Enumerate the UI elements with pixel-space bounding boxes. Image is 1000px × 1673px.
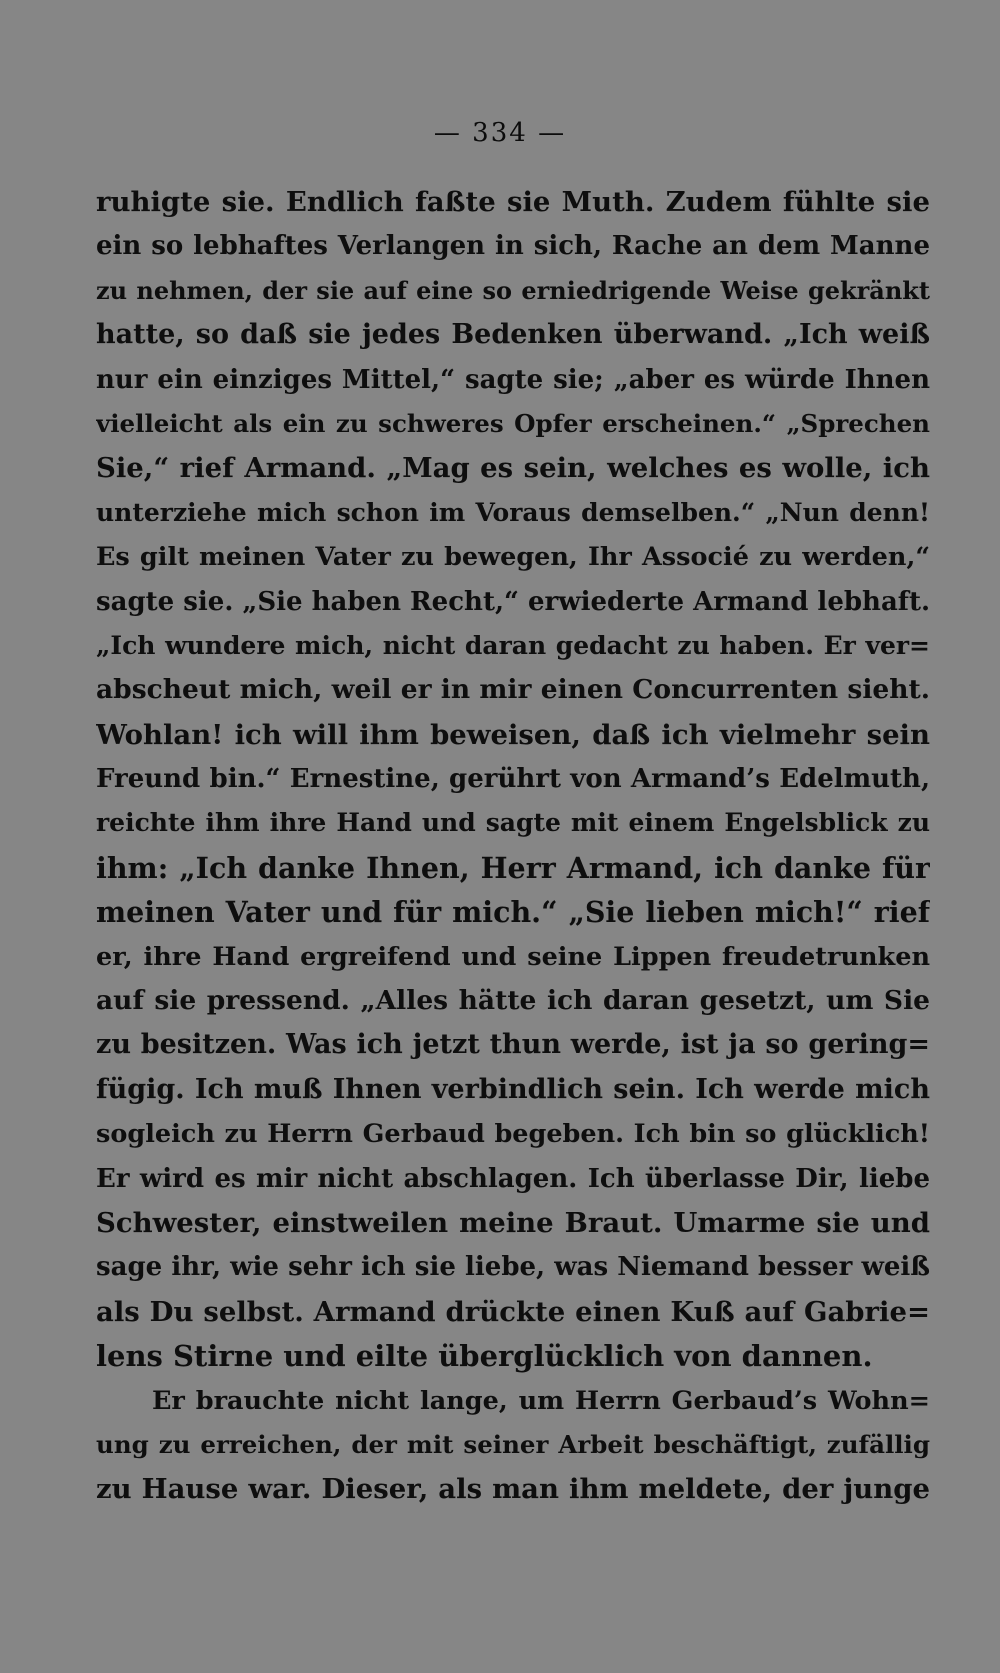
text-line: reichte ihm ihre Hand und sagte mit einem Engelsblick zu [96, 808, 930, 838]
text-line: sagte sie. „Sie haben Recht,“ erwiederte Armand lebhaft. [96, 586, 930, 617]
text-line: zu Hause war. Dieser, als man ihm meldete, der junge [96, 1473, 930, 1506]
page-number: — 334 — [433, 118, 567, 148]
text-line: sage ihr, wie sehr ich sie liebe, was Niemand besser weiß [96, 1252, 930, 1283]
text-line: vielleicht als ein zu schweres Opfer erscheinen.“ „Sprechen [96, 408, 930, 438]
text-line: ein so lebhaftes Verlangen in sich, Rache an dem Manne [96, 231, 930, 262]
text-line: Sie,“ rief Armand. „Mag es sein, welches es wolle, ich [96, 452, 930, 485]
body-text [96, 180, 930, 1512]
text-line: abscheut mich, weil er in mir einen Concurrenten sieht. [96, 674, 930, 706]
text-line: zu nehmen, der sie auf eine so erniedrigende Weise gekränkt [96, 275, 930, 305]
text-line: fügig. Ich muß Ihnen verbindlich sein. Ich werde mich [96, 1073, 930, 1105]
text-line: Er wird es mir nicht abschlagen. Ich überlasse Dir, liebe [96, 1163, 930, 1194]
text-line: „Ich wundere mich, nicht daran gedacht zu haben. Er ver= [96, 630, 930, 660]
text-line: ruhigte sie. Endlich faßte sie Muth. Zudem fühlte sie [96, 186, 930, 218]
text-line: ihm: „Ich danke Ihnen, Herr Armand, ich danke für [96, 850, 930, 885]
text-line: nur ein einziges Mittel,“ sagte sie; „aber es würde Ihnen [96, 364, 930, 395]
text-line: auf sie pressend. „Alles hätte ich daran gesetzt, um Sie [96, 985, 930, 1017]
text-line: Wohlan! ich will ihm beweisen, daß ich vielmehr sein [96, 718, 930, 751]
text-line: er, ihre Hand ergreifend und seine Lippen freudetrunken [96, 941, 930, 972]
text-line: als Du selbst. Armand drückte einen Kuß auf Gabrie= [96, 1295, 930, 1328]
text-line: Es gilt meinen Vater zu bewegen, Ihr Associé zu werden,“ [96, 542, 930, 573]
text-line: hatte, so daß sie jedes Bedenken überwand. „Ich weiß [96, 319, 930, 351]
text-line: zu besitzen. Was ich jetzt thun werde, ist ja so gering= [96, 1029, 930, 1061]
text-line: unterziehe mich schon im Voraus demselben.“ „Nun denn! [96, 497, 930, 527]
text-line: Freund bin.“ Ernestine, gerührt von Armand’s Edelmuth, [96, 764, 930, 795]
text-line: sogleich zu Herrn Gerbaud begeben. Ich bin so glücklich! [96, 1119, 930, 1150]
text-line: meinen Vater und für mich.“ „Sie lieben mich!“ rief [96, 895, 930, 930]
text-line: ung zu erreichen, der mit seiner Arbeit beschäftigt, zufällig [96, 1429, 930, 1459]
text-line: Schwester, einstweilen meine Braut. Umarme sie und [96, 1206, 930, 1239]
text-line: lens Stirne und eilte überglücklich von dannen. [96, 1339, 873, 1374]
text-line: Er brauchte nicht lange, um Herrn Gerbaud’s Wohn= [152, 1385, 930, 1416]
